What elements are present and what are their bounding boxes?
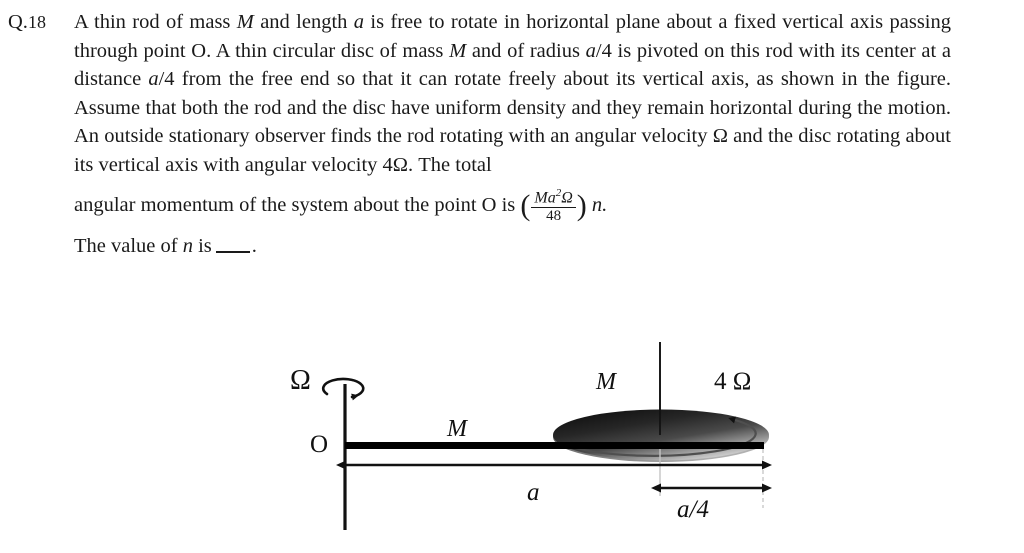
answer-prefix: The value of [74, 235, 178, 258]
question-line-1: A thin rod of mass M and length a is free to rotate in horizontal plane about a fixed vertical axis passing through point O. A thin circular disc of mass M and of radius a/4 is pivoted on this rod with its center at a distance a/4 from the free end so that it can rotate freely about its vertical axis, as shown in the figure. Assume that both the rod and the disc have uniform density and they remain horizontal during the motion. An outside stationary observer finds the rod rotating with an angular velocity Ω and the disc rotating about its vertical axis with angular velocity 4Ω. The total [74, 11, 952, 176]
label-rod-mass: M [447, 416, 467, 442]
angular-momentum-fraction [531, 185, 575, 225]
question-answer-line [74, 232, 984, 261]
answer-middle: is [198, 235, 212, 258]
label-origin-o: O [310, 431, 329, 458]
answer-symbol: n [182, 235, 193, 258]
label-omega: Ω [290, 365, 311, 396]
paren-close: ) [576, 188, 587, 222]
formula-suffix: n. [591, 193, 608, 216]
question-formula-line [74, 186, 984, 226]
answer-period: . [251, 235, 257, 258]
figure-svg [0, 318, 1024, 553]
label-disc-omega: 4 Ω [714, 368, 752, 395]
label-length-a-over-4: a/4 [677, 496, 709, 523]
question-number [0, 8, 74, 36]
question-number-prefix: Q. [8, 11, 28, 33]
question-block [0, 8, 1024, 261]
label-disc-mass: M [596, 369, 616, 395]
question-body [74, 8, 984, 261]
disc-body [553, 410, 769, 461]
fraction-denominator: 48 [546, 208, 562, 225]
fraction-numerator: Ma$^2$Ω [534, 187, 573, 207]
question-number-value: 18 [27, 12, 46, 32]
label-length-a: a [527, 479, 540, 506]
paren-open: ( [520, 188, 531, 222]
formula-prefix: angular momentum of the system about the point O is [74, 193, 516, 216]
omega-rotation-arrow [323, 379, 363, 397]
answer-blank[interactable] [216, 251, 250, 253]
figure-diagram [0, 318, 1024, 553]
rod [345, 442, 764, 449]
